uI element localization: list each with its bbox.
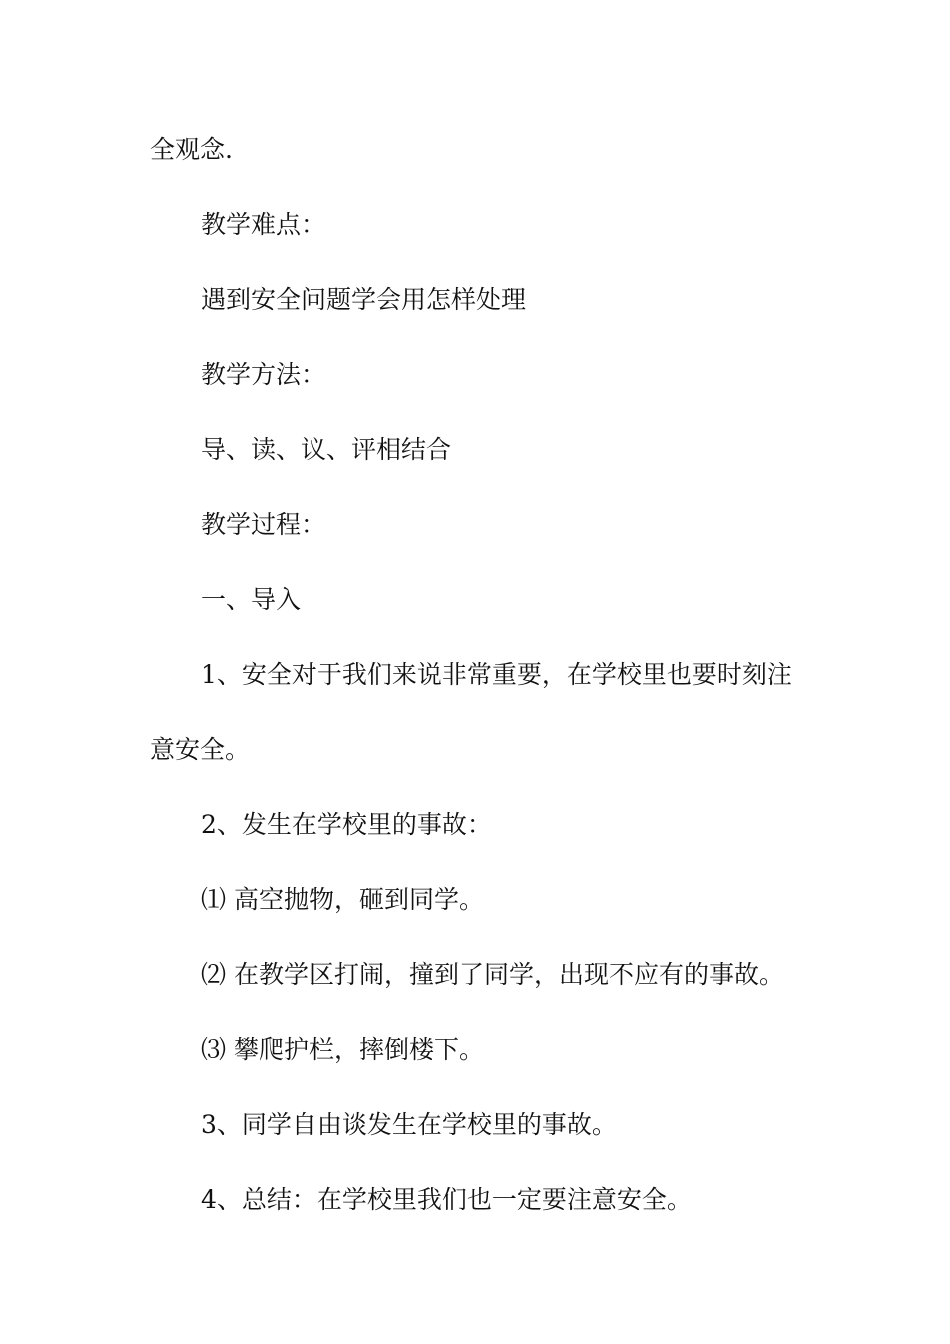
heading-teaching-difficulty: 教学难点： — [201, 210, 327, 239]
sub-item-1: ⑴ 高空抛物，砸到同学。 — [201, 885, 484, 914]
text-method-content: 导、读、议、评相结合 — [201, 435, 452, 464]
list-item-3: 3、同学自由谈发生在学校里的事故。 — [201, 1110, 617, 1139]
heading-teaching-process: 教学过程： — [201, 510, 327, 539]
list-item-4: 4、总结：在学校里我们也一定要注意安全。 — [201, 1185, 692, 1214]
sub-item-2: ⑵ 在教学区打闹，撞到了同学，出现不应有的事故。 — [201, 960, 784, 989]
text-line-continuation: 全观念. — [150, 135, 233, 164]
list-item-2: 2、发生在学校里的事故： — [201, 810, 492, 839]
list-item-1: 1、安全对于我们来说非常重要，在学校里也要时刻注 — [201, 660, 792, 689]
heading-teaching-method: 教学方法： — [201, 360, 327, 389]
list-item-1-continuation: 意安全。 — [150, 735, 251, 764]
heading-section-intro: 一、导入 — [201, 585, 302, 614]
sub-item-3: ⑶ 攀爬护栏，摔倒楼下。 — [201, 1035, 484, 1064]
text-difficulty-content: 遇到安全问题学会用怎样处理 — [201, 285, 527, 314]
